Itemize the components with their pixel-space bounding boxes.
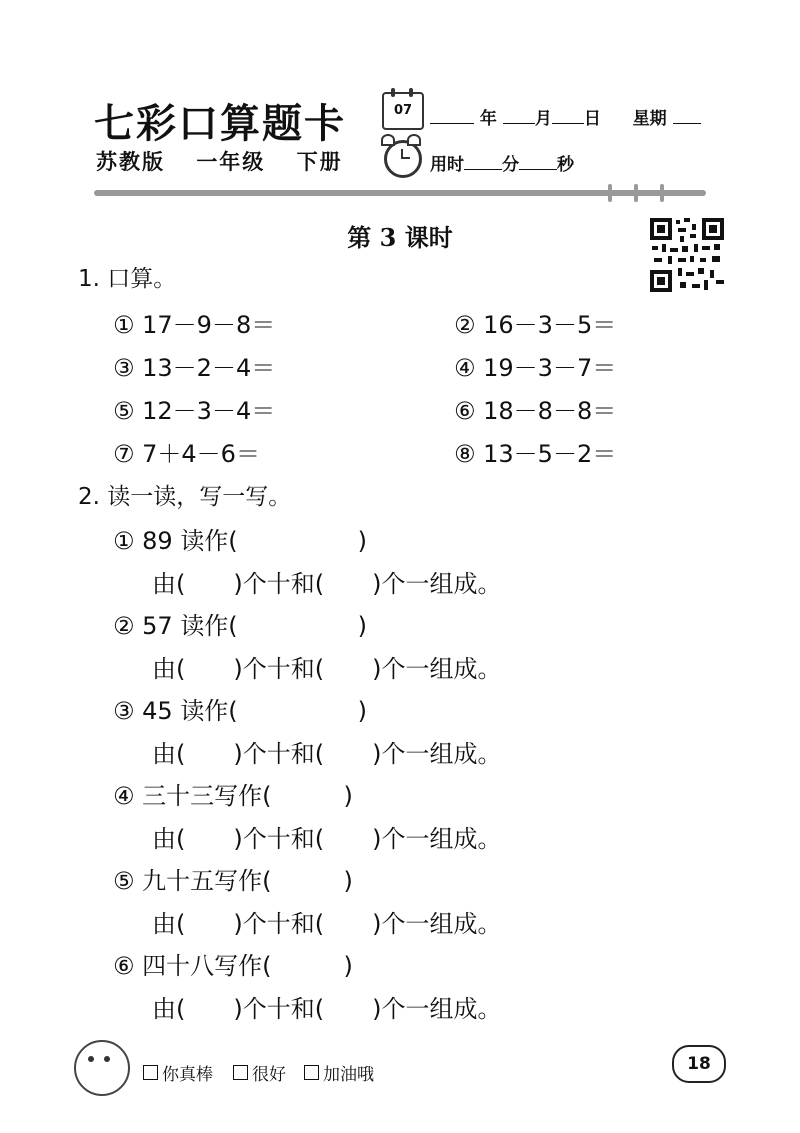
divider-tick: [634, 184, 638, 202]
qr-code-icon[interactable]: [650, 218, 724, 292]
rating-label: 你真棒: [162, 1065, 213, 1085]
composition-line: 由( )个十和( )个一组成。: [152, 995, 502, 1023]
read-write-item: ⑥ 四十八写作( ): [113, 952, 353, 980]
mental-math-item: ⑦ 7＋4－6＝: [113, 440, 260, 468]
mascot-icon: [74, 1040, 130, 1096]
composition-line: 由( )个十和( )个一组成。: [152, 825, 502, 853]
month-blank[interactable]: [503, 109, 535, 124]
calendar-ring: [391, 88, 395, 97]
year-blank[interactable]: [430, 109, 474, 124]
mental-math-item: ④ 19－3－7＝: [454, 354, 617, 382]
seconds-blank[interactable]: [519, 155, 557, 170]
composition-line: 由( )个十和( )个一组成。: [152, 740, 502, 768]
time-fill-line: [430, 150, 574, 175]
workbook-brand: 七彩口算题卡: [94, 100, 346, 147]
calendar-ring: [409, 88, 413, 97]
rating-label: 加油哦: [323, 1065, 374, 1085]
minutes-blank[interactable]: [464, 155, 502, 170]
page-number: 18: [672, 1045, 726, 1083]
mental-math-item: ⑤ 12－3－4＝: [113, 397, 276, 425]
month-label: 月: [534, 109, 552, 129]
rating-option[interactable]: [233, 1060, 286, 1085]
mental-math-item: ⑧ 13－5－2＝: [454, 440, 617, 468]
checkbox-icon[interactable]: [233, 1065, 248, 1080]
read-write-item: ① 89 读作( ): [113, 527, 368, 555]
calendar-icon: [382, 92, 424, 130]
mental-math-item: ② 16－3－5＝: [454, 311, 617, 339]
clock-bell: [407, 134, 421, 146]
header-divider: [94, 190, 706, 196]
edition-grade: 一年级: [196, 150, 266, 174]
lesson-title: 第 3 课时: [347, 223, 453, 252]
composition-line: 由( )个十和( )个一组成。: [152, 655, 502, 683]
read-write-item: ④ 三十三写作( ): [113, 782, 353, 810]
section-2-title: 2. 读一读，写一写。: [78, 484, 292, 510]
rating-label: 很好: [252, 1065, 286, 1085]
mental-math-item: ③ 13－2－4＝: [113, 354, 276, 382]
read-write-item: ③ 45 读作( ): [113, 697, 368, 725]
weekday-blank[interactable]: [673, 109, 701, 124]
mental-math-item: ① 17－9－8＝: [113, 311, 276, 339]
rating-option[interactable]: [143, 1060, 213, 1085]
alarm-clock-icon: [384, 140, 422, 178]
checkbox-icon[interactable]: [143, 1065, 158, 1080]
rating-option[interactable]: [304, 1060, 374, 1085]
divider-tick: [608, 184, 612, 202]
divider-tick: [660, 184, 664, 202]
read-write-item: ② 57 读作( ): [113, 612, 368, 640]
edition-info: [96, 146, 365, 176]
calendar-number: 07: [393, 103, 413, 118]
date-fill-line: [430, 104, 701, 129]
weekday-label: 星期: [632, 109, 667, 129]
edition-volume: 下册: [296, 150, 343, 174]
read-write-item: ⑤ 九十五写作( ): [113, 867, 353, 895]
composition-line: 由( )个十和( )个一组成。: [152, 910, 502, 938]
section-1-title: 1. 口算。: [78, 266, 177, 292]
day-label: 日: [583, 109, 601, 129]
year-label: 年: [479, 109, 497, 129]
day-blank[interactable]: [552, 109, 584, 124]
minutes-label: 分: [502, 155, 519, 175]
composition-line: 由( )个十和( )个一组成。: [152, 570, 502, 598]
mental-math-item: ⑥ 18－8－8＝: [454, 397, 617, 425]
time-used-label: 用时: [430, 155, 464, 175]
seconds-label: 秒: [557, 155, 574, 175]
checkbox-icon[interactable]: [304, 1065, 319, 1080]
edition-publisher: 苏教版: [96, 150, 165, 174]
clock-bell: [381, 134, 395, 146]
